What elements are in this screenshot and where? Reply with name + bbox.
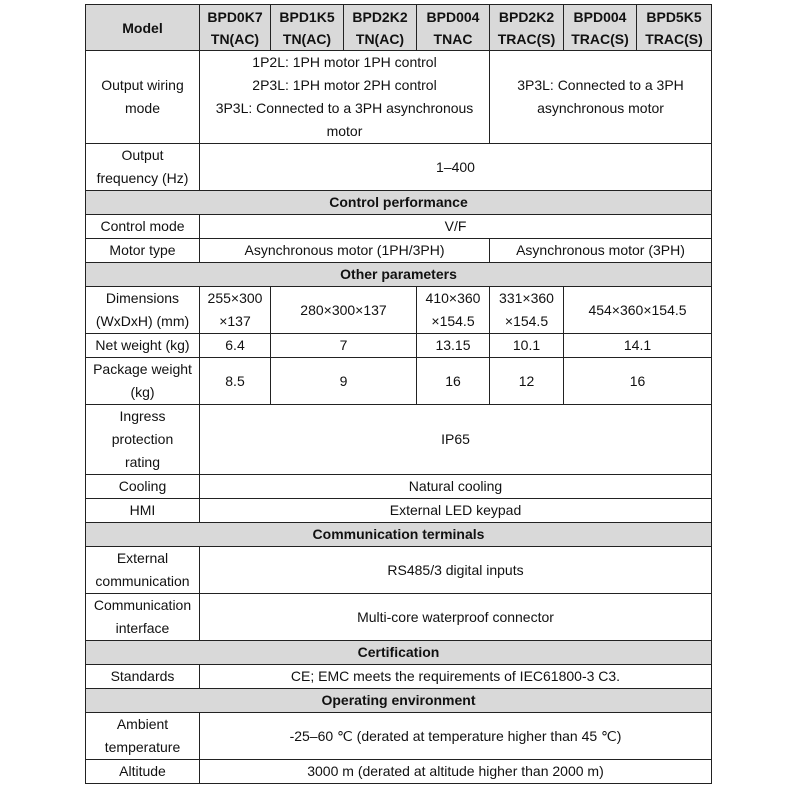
net-weight-c2: 7 <box>271 334 417 358</box>
dimensions-c4: 410×360 ×154.5 <box>417 287 490 334</box>
package-weight-label: Package weight (kg) <box>86 358 200 405</box>
external-comm-row <box>86 547 712 594</box>
section-control-performance: Control performance <box>86 191 712 215</box>
header-row <box>86 5 712 51</box>
hmi-value: External LED keypad <box>200 499 712 523</box>
section-control-row <box>86 191 712 215</box>
comm-interface-value: Multi-core waterproof connector <box>200 594 712 641</box>
model-col-3: BPD2K2 TN(AC) <box>344 5 417 51</box>
control-mode-label: Control mode <box>86 215 200 239</box>
net-weight-c5: 10.1 <box>490 334 564 358</box>
output-frequency-label: Output frequency (Hz) <box>86 144 200 191</box>
ambient-value: -25–60 ℃ (derated at temperature higher than 45 ℃) <box>200 713 712 760</box>
motor-type-single-phase: Asynchronous motor (1PH/3PH) <box>200 239 490 263</box>
comm-interface-row <box>86 594 712 641</box>
model-col-2: BPD1K5 TN(AC) <box>271 5 344 51</box>
standards-value: CE; EMC meets the requirements of IEC61800-3 C3. <box>200 665 712 689</box>
section-env-row <box>86 689 712 713</box>
output-frequency-value: 1–400 <box>200 144 712 191</box>
motor-type-three-phase: Asynchronous motor (3PH) <box>490 239 712 263</box>
ingress-row <box>86 405 712 475</box>
section-comm-row <box>86 523 712 547</box>
dimensions-c6: 454×360×154.5 <box>564 287 712 334</box>
model-col-7: BPD5K5 TRAC(S) <box>637 5 712 51</box>
dimensions-label: Dimensions (WxDxH) (mm) <box>86 287 200 334</box>
model-col-5: BPD2K2 TRAC(S) <box>490 5 564 51</box>
section-other-row <box>86 263 712 287</box>
cooling-row <box>86 475 712 499</box>
net-weight-row <box>86 334 712 358</box>
altitude-row <box>86 760 712 784</box>
net-weight-c4: 13.15 <box>417 334 490 358</box>
section-certification: Certification <box>86 641 712 665</box>
external-comm-label: External communication <box>86 547 200 594</box>
section-communication-terminals: Communication terminals <box>86 523 712 547</box>
external-comm-value: RS485/3 digital inputs <box>200 547 712 594</box>
section-cert-row <box>86 641 712 665</box>
ambient-row <box>86 713 712 760</box>
motor-type-row <box>86 239 712 263</box>
ingress-value: IP65 <box>200 405 712 475</box>
dimensions-c5: 331×360 ×154.5 <box>490 287 564 334</box>
output-wiring-label: Output wiring mode <box>86 51 200 144</box>
section-other-parameters: Other parameters <box>86 263 712 287</box>
net-weight-label: Net weight (kg) <box>86 334 200 358</box>
model-col-4: BPD004 TNAC <box>417 5 490 51</box>
standards-row <box>86 665 712 689</box>
package-weight-c5: 12 <box>490 358 564 405</box>
net-weight-c1: 6.4 <box>200 334 271 358</box>
comm-interface-label: Communication interface <box>86 594 200 641</box>
section-operating-environment: Operating environment <box>86 689 712 713</box>
altitude-label: Altitude <box>86 760 200 784</box>
package-weight-c1: 8.5 <box>200 358 271 405</box>
output-wiring-row <box>86 51 712 144</box>
net-weight-c6: 14.1 <box>564 334 712 358</box>
hmi-row <box>86 499 712 523</box>
ingress-label: Ingress protection rating <box>86 405 200 475</box>
dimensions-c2: 280×300×137 <box>271 287 417 334</box>
hmi-label: HMI <box>86 499 200 523</box>
output-wiring-single-phase: 1P2L: 1PH motor 1PH control 2P3L: 1PH motor 2PH control 3P3L: Connected to a 3PH asynchronous motor <box>200 51 490 144</box>
package-weight-row <box>86 358 712 405</box>
standards-label: Standards <box>86 665 200 689</box>
model-header: Model <box>86 5 200 51</box>
dimensions-c1: 255×300 ×137 <box>200 287 271 334</box>
control-mode-row <box>86 215 712 239</box>
dimensions-row <box>86 287 712 334</box>
model-col-1: BPD0K7 TN(AC) <box>200 5 271 51</box>
ambient-label: Ambient temperature <box>86 713 200 760</box>
package-weight-c6: 16 <box>564 358 712 405</box>
spec-table <box>85 4 712 784</box>
package-weight-c2: 9 <box>271 358 417 405</box>
cooling-value: Natural cooling <box>200 475 712 499</box>
output-frequency-row <box>86 144 712 191</box>
output-wiring-three-phase: 3P3L: Connected to a 3PH asynchronous motor <box>490 51 712 144</box>
control-mode-value: V/F <box>200 215 712 239</box>
package-weight-c4: 16 <box>417 358 490 405</box>
cooling-label: Cooling <box>86 475 200 499</box>
altitude-value: 3000 m (derated at altitude higher than 2000 m) <box>200 760 712 784</box>
model-col-6: BPD004 TRAC(S) <box>564 5 637 51</box>
motor-type-label: Motor type <box>86 239 200 263</box>
